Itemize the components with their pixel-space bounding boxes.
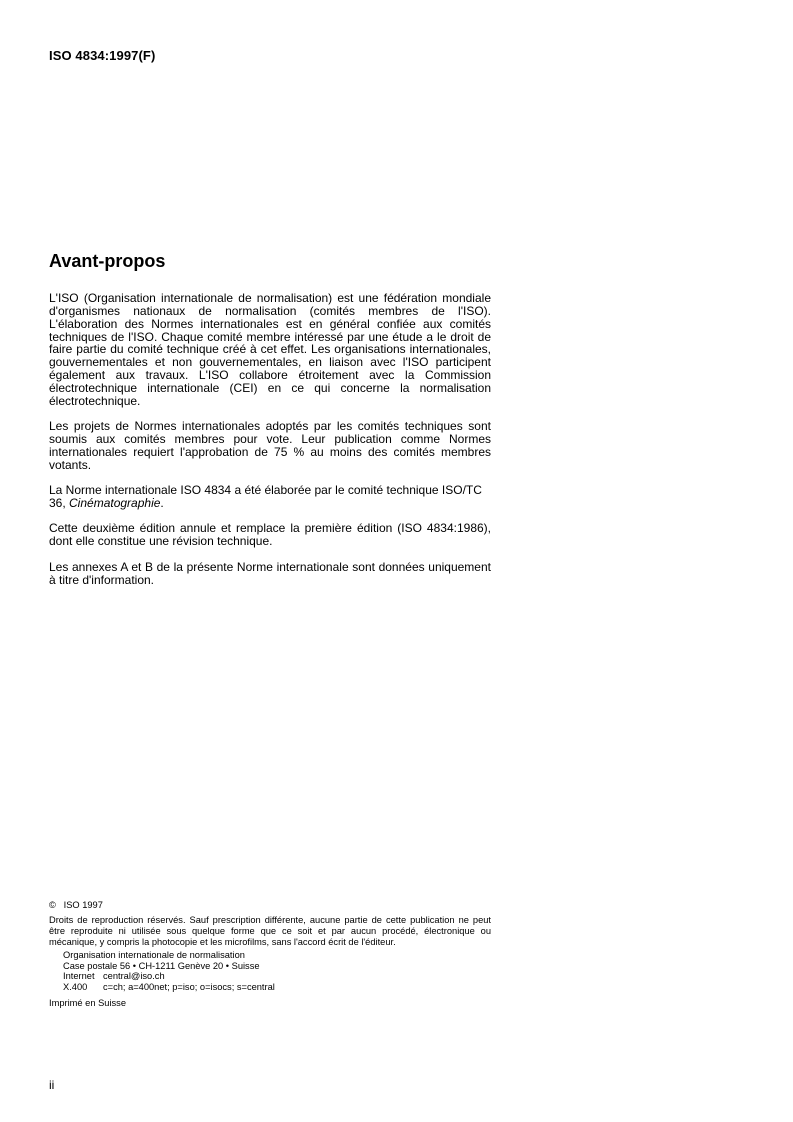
x400-label: X.400 [63, 982, 88, 993]
paragraph-5: Les annexes A et B de la présente Norme internationale sont données uniquement à titre d'information. [49, 559, 491, 587]
internet-label: Internet [63, 971, 95, 982]
foreword-body [49, 292, 491, 599]
publisher-address [49, 950, 491, 994]
postal-address: Case postale 56 • CH-1211 Genève 20 • Suisse [63, 960, 260, 971]
paragraph-3 [49, 484, 491, 510]
section-title: Avant-propos [49, 251, 166, 271]
committee-title: Cinématographie [69, 496, 161, 510]
x400-value: c=ch; a=400net; p=iso; o=isocs; s=central [103, 982, 275, 993]
paragraph-1: L'ISO (Organisation internationale de normalisation) est une fédération mondiale d'organismes nationaux de normalisation (comités membres de l'ISO). L'élaboration des Normes internationales est en général confiée aux comités techniques de l'ISO. Chaque comité membre intéressé par une étude a le droit de faire partie du comité technique créé à cet effet. Les organisations internationales, gouvernementales et non gouvernementales, en liaison avec l'ISO participent également aux travaux. L'ISO collabore étroitement avec la Commission électrotechnique internationale (CEI) en ce qui concerne la normalisation électrotechnique. [49, 291, 491, 408]
copyright-line [49, 900, 491, 911]
internet-row [63, 971, 491, 982]
page-number: ii [49, 1078, 55, 1092]
paragraph-4: Cette deuxième édition annule et remplace la première édition (ISO 4834:1986), dont elle constitue une révision technique. [49, 521, 491, 549]
copyright-year: ISO 1997 [63, 900, 103, 910]
copyright-block [49, 900, 491, 1009]
paragraph-3-text: La Norme internationale ISO 4834 a été élaborée par le comité technique ISO/TC 36, [49, 483, 482, 510]
publisher-name: Organisation internationale de normalisation [63, 949, 245, 960]
printed-in: Imprimé en Suisse [49, 998, 126, 1009]
document-id: ISO 4834:1997(F) [49, 48, 156, 63]
internet-value: central@iso.ch [103, 971, 165, 982]
paragraph-2: Les projets de Normes internationales adoptés par les comités techniques sont soumis aux comités membres pour vote. Leur publication comme Normes internationales requiert l'approbation de 75 % au moins des comités membres votants. [49, 419, 491, 472]
x400-row [63, 982, 491, 993]
rights-notice: Droits de reproduction réservés. Sauf prescription différente, aucune partie de cette publication ne peut être reproduite ni utilisée sous quelque forme que ce soit et par aucun procédé, électronique ou mécanique, y compris la photocopie et les microfilms, sans l'accord écrit de l'éditeur. [49, 914, 491, 947]
paragraph-3-end: . [160, 496, 164, 510]
copyright-icon: © [49, 900, 56, 910]
